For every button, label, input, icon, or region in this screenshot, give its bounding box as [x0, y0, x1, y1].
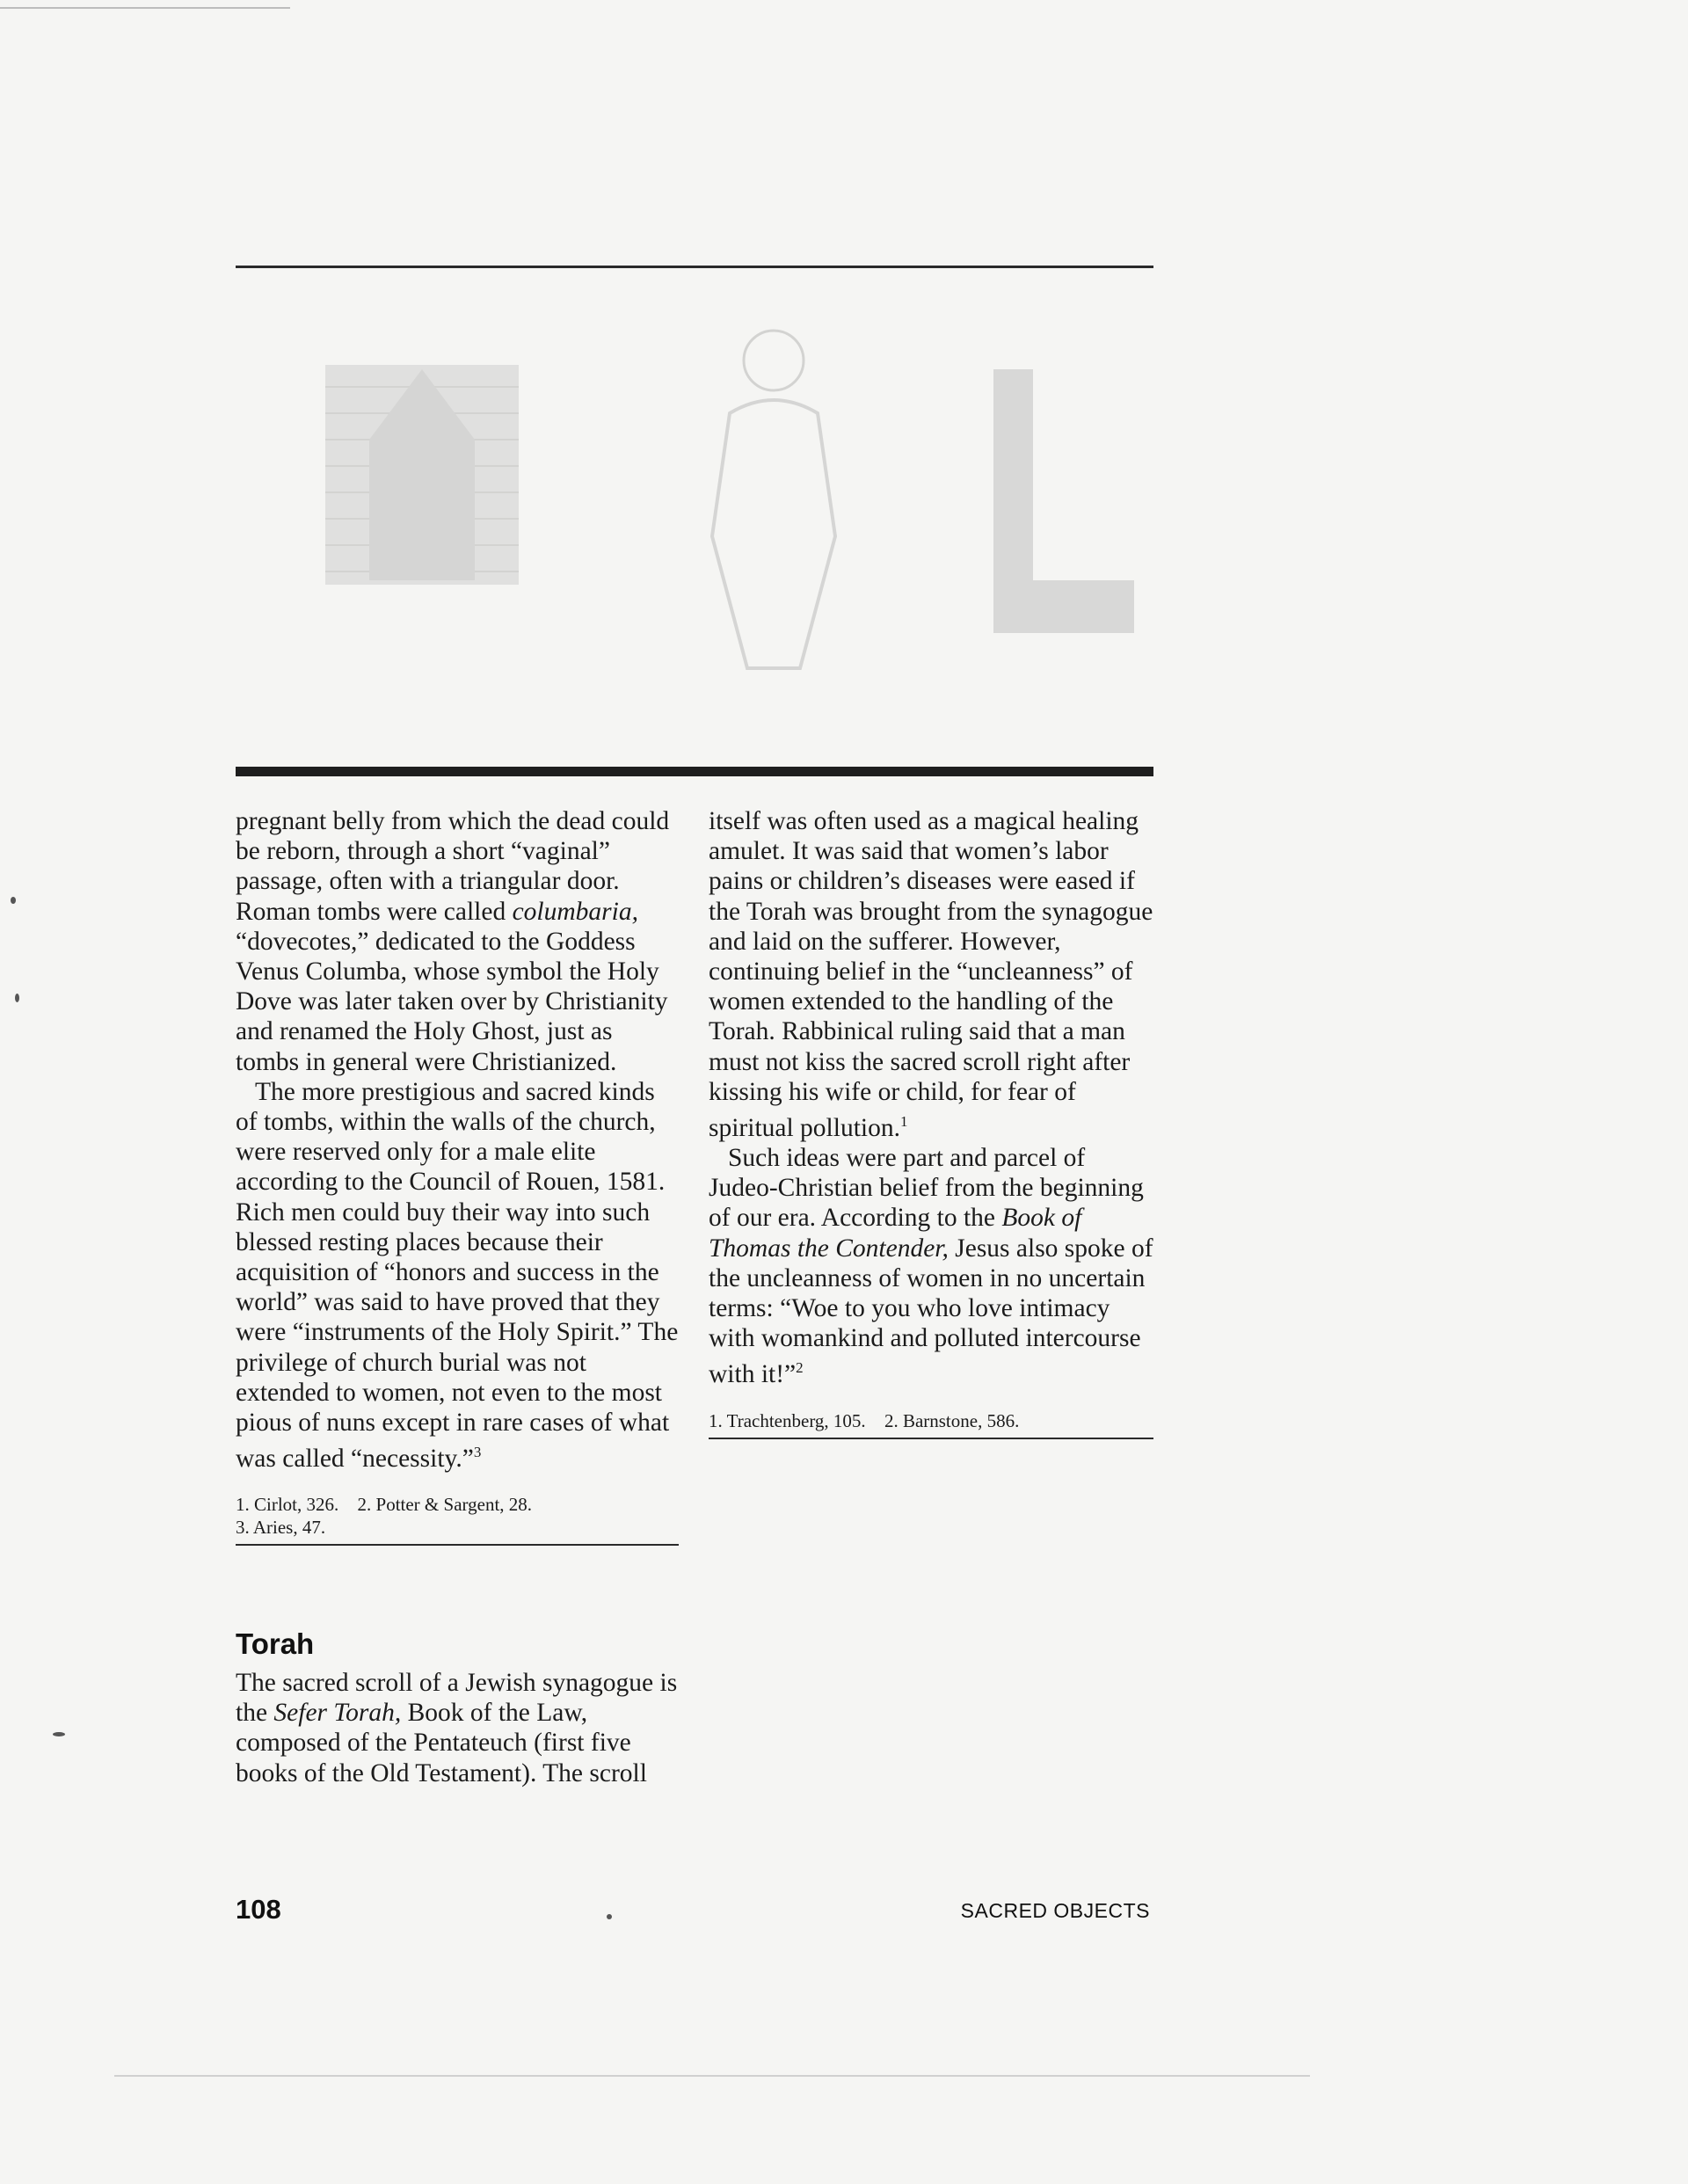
- footnote: 3. Aries, 47.: [236, 1517, 326, 1539]
- footnote-marker: 2: [796, 1359, 804, 1377]
- paragraph: [236, 806, 679, 1077]
- running-footer: SACRED OBJECTS: [960, 1899, 1150, 1922]
- italic-title: Book of Thomas the Contender,: [709, 1204, 1082, 1263]
- scan-speck: [53, 1732, 65, 1736]
- left-column: [236, 806, 679, 1546]
- footnote: 2. Barnstone, 586.: [884, 1409, 1020, 1431]
- paragraph: [709, 1143, 1153, 1389]
- footnotes: [709, 1409, 1153, 1439]
- footnote-marker: 1: [899, 1113, 908, 1131]
- paragraph-text: Book of the Law, composed of the Pentateuch (first five books of the Old Testament). The scroll: [236, 1699, 647, 1787]
- paragraph: [236, 1668, 679, 1788]
- column-header-rule: [236, 767, 1153, 776]
- paragraph-text: pregnant belly from which the dead could be reborn, through a short “vaginal” passage, often with a triangular door.: [236, 807, 670, 896]
- paragraph-text: The more prestigious and sacred kinds of tombs, within the walls of the church, were reserved only for a male elite according to the Council of Rouen, 1581. Rich men could buy their way into such blessed resting places because their acquisition of “honors and success in the world” was said to have proved that they were “instruments of the Holy Spirit.” The privilege of church burial was not extended to women, not even to the most pious of nuns except in rare cases of what was called “necessity.”: [236, 1077, 679, 1474]
- page-number: 108: [236, 1894, 281, 1925]
- footnote: 1. Cirlot, 326.: [236, 1494, 339, 1516]
- page-edge: [0, 7, 290, 9]
- page-edge: [114, 2075, 1310, 2077]
- paragraph-text: Such ideas were part and parcel of Judeo-Christian belief from the beginning of our era. According to the: [709, 1144, 1144, 1233]
- top-rule: [236, 266, 1153, 268]
- italic-title: Sefer Torah,: [273, 1699, 402, 1728]
- italic-term: columbaria,: [512, 897, 638, 926]
- scan-speck: [607, 1914, 612, 1919]
- section-heading: Torah: [236, 1627, 315, 1660]
- paragraph-text: itself was often used as a magical healing amulet. It was said that women’s labor pains or children’s diseases were eased if the Torah was brought from the synagogue and laid on the sufferer. However, continuing belief in the “uncleanness” of women extended to the handling of the Torah. Rabbinical ruling said that a man must not kiss the sacred scroll right after kissing his wife or child, for fear of spiritual pollution.: [709, 807, 1153, 1142]
- paragraph-text: “dovecotes,” dedicated to the Goddess Venus Columba, whose symbol the Holy Dove was later taken over by Christianity and renamed the Holy Ghost, just as tombs in general were Christianized.: [236, 927, 668, 1076]
- footnote-marker: 3: [473, 1444, 482, 1461]
- paragraph: [709, 806, 1153, 1143]
- section-body: [236, 1668, 679, 1788]
- footnote: 1. Trachtenberg, 105.: [709, 1409, 866, 1431]
- footnotes: [236, 1493, 679, 1546]
- bleed-through-figures: [308, 281, 1169, 677]
- paragraph: [236, 1077, 679, 1474]
- scan-speck: [15, 994, 19, 1002]
- paragraph-text: Roman tombs were called: [236, 897, 513, 926]
- footnote: 2. Potter & Sargent, 28.: [357, 1494, 533, 1516]
- scan-speck: [11, 897, 16, 904]
- paragraph-text: The sacred scroll of a Jewish synagogue is the: [236, 1669, 678, 1728]
- paragraph-text: Jesus also spoke of the uncleanness of women in no uncertain terms: “Woe to you who love intimacy with womankind and polluted intercourse with it!”: [709, 1234, 1153, 1389]
- right-column: [709, 806, 1153, 1439]
